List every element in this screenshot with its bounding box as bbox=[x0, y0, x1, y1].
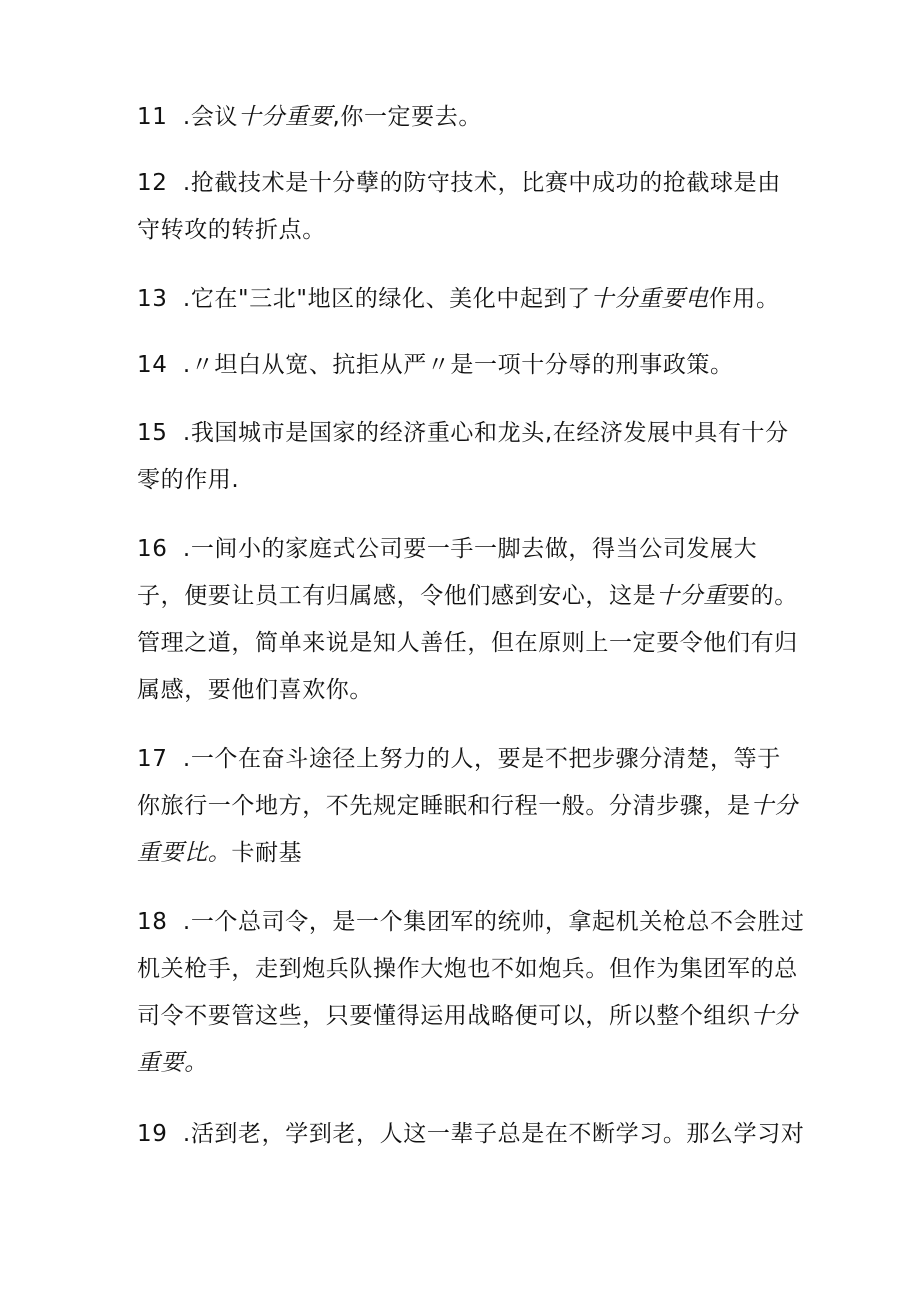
paragraph-line bbox=[137, 350, 734, 380]
text-segment: .一个在奋斗途径上努力的人，要是不把步骤分清楚，等于 bbox=[175, 746, 781, 772]
item-number: 17 bbox=[137, 746, 168, 772]
paragraph-line bbox=[137, 628, 798, 658]
text-segment: 属感，要他们喜欢你。 bbox=[137, 677, 373, 703]
emphasized-text: 重要。 bbox=[137, 1050, 208, 1076]
text-segment: .活到老，学到老，人这一辈子总是在不断学习。那么学习对 bbox=[175, 1121, 805, 1147]
text-segment: .会议 bbox=[175, 104, 239, 130]
item-number: 14 bbox=[137, 352, 168, 378]
item-number: 12 bbox=[137, 170, 168, 196]
item-number: 13 bbox=[137, 286, 168, 312]
paragraph-line bbox=[137, 581, 798, 611]
text-segment: 机关枪手，走到炮兵队操作大炮也不如炮兵。但作为集团军的总 bbox=[137, 956, 798, 982]
text-segment: .一间小的家庭式公司要一手一脚去做，得当公司发展大 bbox=[175, 536, 758, 562]
paragraph-line bbox=[137, 907, 804, 937]
text-segment: .抢截技术是十分孽的防守技术，比赛中成功的抢截球是由 bbox=[175, 170, 781, 196]
text-segment: 管理之道，简单来说是知人善任，但在原则上一定要令他们有归 bbox=[137, 630, 798, 656]
text-segment: .〃坦白从宽、抗拒从严〃是一项十分辱的刑事政策。 bbox=[175, 352, 734, 378]
item-number: 19 bbox=[137, 1121, 168, 1147]
emphasized-text: 重要比。 bbox=[137, 840, 232, 866]
text-segment: 零的作用. bbox=[137, 467, 240, 493]
text-segment: 要的。 bbox=[727, 583, 798, 609]
paragraph-line bbox=[137, 1001, 798, 1031]
text-segment: 你旅行一个地方，不先规定睡眠和行程一般。分清步骤，是 bbox=[137, 793, 751, 819]
paragraph-line bbox=[137, 954, 798, 984]
item-number: 15 bbox=[137, 420, 168, 446]
text-segment: .一个总司令，是一个集团军的统帅，拿起机关枪总不会胜过 bbox=[175, 909, 805, 935]
text-segment: 卡耐基 bbox=[231, 840, 303, 866]
emphasized-text: 十分重 bbox=[656, 583, 728, 609]
text-segment: 子，便要让员工有归属感，令他们感到安心，这是 bbox=[137, 583, 657, 609]
paragraph-line bbox=[137, 465, 239, 495]
text-segment: .我国城市是国家的经济重心和龙头,在经济发展中具有十分 bbox=[175, 420, 789, 446]
item-number: 16 bbox=[137, 536, 168, 562]
paragraph-line bbox=[137, 418, 789, 448]
paragraph-line bbox=[137, 838, 302, 868]
emphasized-text: 十分 bbox=[750, 1003, 798, 1029]
item-number: 11 bbox=[137, 104, 168, 130]
paragraph-line bbox=[137, 215, 326, 245]
emphasized-text: 十分 bbox=[750, 793, 798, 819]
paragraph-line bbox=[137, 168, 781, 198]
text-segment: .它在"三北"地区的绿化、美化中起到了 bbox=[175, 286, 591, 312]
paragraph-line bbox=[137, 675, 373, 705]
item-number: 18 bbox=[137, 909, 168, 935]
text-segment: ,你一定要去。 bbox=[332, 104, 482, 130]
paragraph-line bbox=[137, 284, 780, 314]
text-segment: 作用。 bbox=[708, 286, 780, 312]
paragraph-line bbox=[137, 534, 757, 564]
paragraph-line bbox=[137, 102, 482, 132]
emphasized-text: 十分重要电 bbox=[590, 286, 709, 312]
paragraph-line bbox=[137, 744, 781, 774]
emphasized-text: 十分重要 bbox=[238, 104, 333, 130]
paragraph-line bbox=[137, 1119, 804, 1149]
paragraph-line bbox=[137, 791, 798, 821]
text-segment: 守转攻的转折点。 bbox=[137, 217, 326, 243]
text-segment: 司令不要管这些，只要懂得运用战略便可以，所以整个组织 bbox=[137, 1003, 751, 1029]
paragraph-line bbox=[137, 1048, 208, 1078]
